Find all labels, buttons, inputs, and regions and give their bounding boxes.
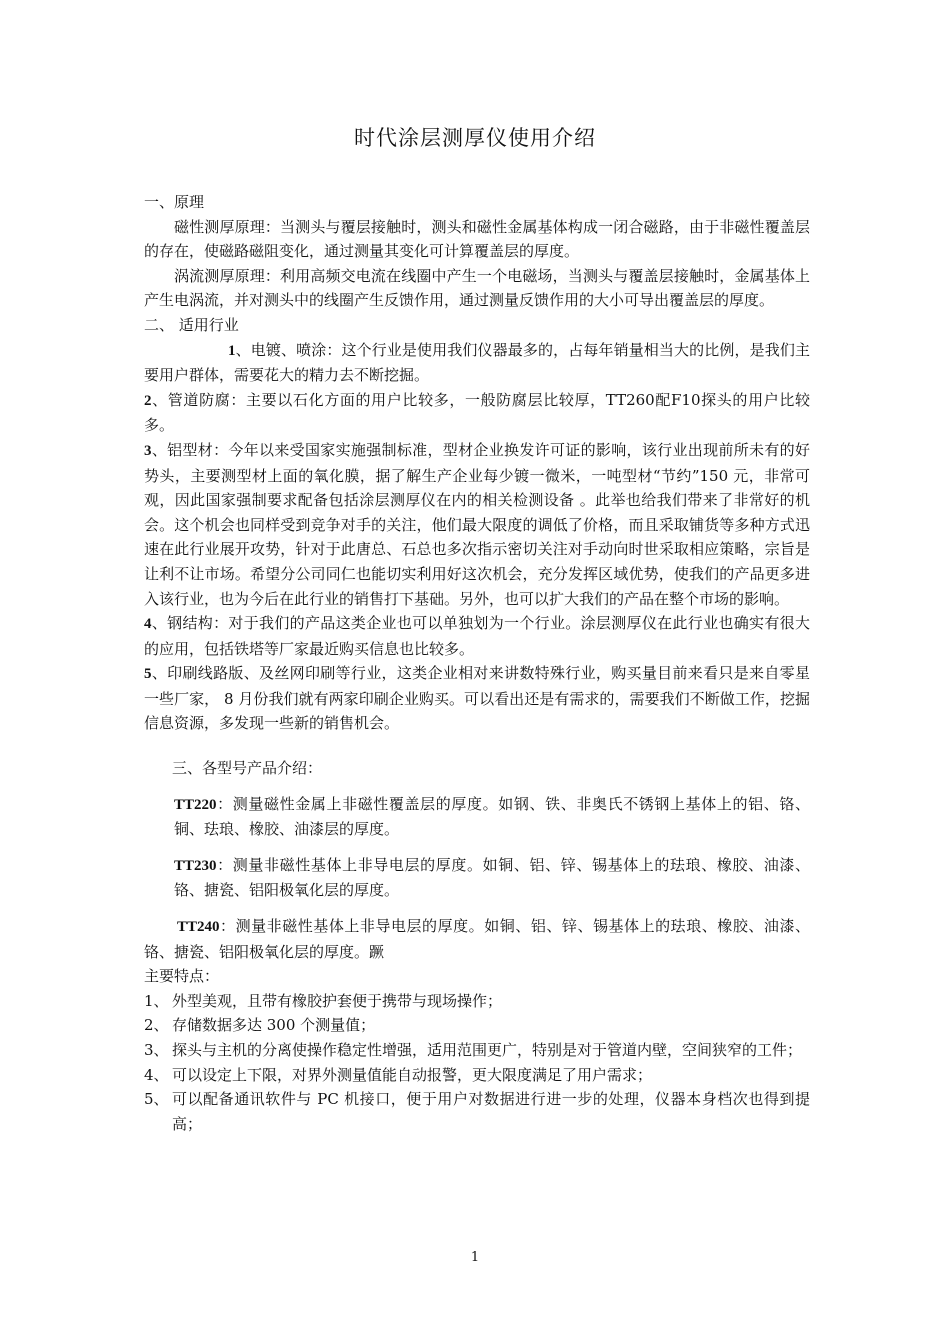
page-number: 1 xyxy=(470,1250,480,1265)
industry-number: 3 xyxy=(144,442,152,459)
model-text: ：测量磁性金属上非磁性覆盖层的厚度。如钢、铁、非奥氏不锈钢上基体上的铝、铬、铜、珐琅、橡胶、油漆层的厚度。 xyxy=(174,794,810,839)
industry-number: 5 xyxy=(144,666,152,683)
feature-text: 可以配备通讯软件与 PC 机接口，便于用户对数据进行进一步的处理，仪器本身档次也得到提高； xyxy=(172,1090,810,1133)
model-tt220-description xyxy=(144,792,810,842)
spacer xyxy=(144,736,810,756)
industry-item-2 xyxy=(144,388,810,438)
feature-text: 探头与主机的分离使操作稳定性增强，适用范围更广，特别是对于管道内壁，空间狭窄的工件； xyxy=(172,1041,803,1059)
model-text: ：测量非磁性基体上非导电层的厚度。如铜、铝、锌、锡基体上的珐琅、橡胶、油漆、铬、搪瓷、铝阳极氧化层的厚度。蹶 xyxy=(144,917,810,961)
feature-text: 外型美观，且带有橡胶护套便于携带与现场操作； xyxy=(172,991,503,1010)
model-tt240-description xyxy=(144,914,810,964)
feature-item xyxy=(144,1087,810,1136)
document-title: 时代涂层测厚仪使用介绍 xyxy=(354,126,596,150)
industry-text: 、电镀、喷涂：这个行业是使用我们仪器最多的，占每年销量相当大的比例，是我们主要用户群体，需要花大的精力去不断挖掘。 xyxy=(144,340,810,385)
feature-number: 2、 xyxy=(144,1016,169,1035)
feature-item xyxy=(144,989,810,1014)
feature-number: 4、 xyxy=(144,1065,169,1084)
industry-text: 、铝型材：今年以来受国家实施强制标准，型材企业换发许可证的影响，该行业出现前所未有的好势头，主要测型材上面的氧化膜，据了解生产企业每少镀一微米，一吨型材“节约”150 元，非常可观，因此国家强制要求配备包括涂层测厚仪在内的相关检测设备 。此举也给我们带来了非常好的机会。这个机会也同样受到竞争对手的关注，他们最大限度的调低了价格，而且采取铺货等多种方式迅速在此行业展开攻势，针对于此唐总、石总也多次指示密切关注对手动向时世采取相应策略，宗旨是让利不让市场。希望分公司同仁也能切实利用好这次机会，充分发挥区域优势，使我们的产品更多进入该行业，也为今后在此行业的销售打下基础。另外，也可以扩大我们的产品在整个市场的影响。 xyxy=(144,440,810,608)
feature-text: 可以设定上下限，对界外测量值能自动报警，更大限度满足了用户需求； xyxy=(172,1065,653,1084)
features-heading: 主要特点： xyxy=(144,967,220,986)
feature-item xyxy=(144,1013,810,1038)
feature-text: 存储数据多达 300 个测量值； xyxy=(172,1016,376,1035)
industry-number: 4 xyxy=(144,616,152,633)
industry-item-3 xyxy=(144,438,810,611)
spacer xyxy=(144,781,810,792)
document-body xyxy=(144,190,810,1136)
feature-number: 3、 xyxy=(144,1041,169,1059)
feature-number: 1、 xyxy=(144,991,169,1010)
feature-item xyxy=(144,1038,810,1063)
spacer xyxy=(144,842,810,853)
industry-text: 、管道防腐：主要以石化方面的用户比较多，一般防腐层比较厚，TT260配F10探头的用户比较多。 xyxy=(144,390,810,435)
industry-number: 2 xyxy=(144,392,152,409)
model-tt230-description xyxy=(144,853,810,903)
industry-item-4 xyxy=(144,611,810,661)
section-heading-principle: 一、原理 xyxy=(144,193,205,211)
eddy-current-principle-paragraph: 涡流测厚原理：利用高频交电流在线圈中产生一个电磁场，当测头与覆盖层接触时，金属基体上产生电涡流，并对测头中的线圈产生反馈作用，通过测量反馈作用的大小可导出覆盖层的厚度。 xyxy=(144,266,810,310)
section-heading-industries: 二、 适用行业 xyxy=(144,315,239,334)
feature-number: 5、 xyxy=(144,1090,169,1109)
industry-item-5 xyxy=(144,661,810,736)
section-heading-models: 三、各型号产品介绍： xyxy=(172,759,323,778)
industry-text: 、印刷线路版、及丝网印刷等行业，这类企业相对来讲数特殊行业，购买量目前来看只是来自零星一些厂家， 8 月份我们就有两家印刷企业购买。可以看出还是有需求的，需要我们不断做工作，挖掘信息资源，多发现一些新的销售机会。 xyxy=(144,664,810,733)
spacer xyxy=(144,903,810,914)
industry-text: 、钢结构：对于我们的产品这类企业也可以单独划为一个行业。涂层测厚仪在此行业也确实有很大的应用，包括铁塔等厂家最近购买信息也比较多。 xyxy=(144,614,810,658)
feature-item xyxy=(144,1063,810,1088)
model-text: ：测量非磁性基体上非导电层的厚度。如铜、铝、锌、锡基体上的珐琅、橡胶、油漆、铬、搪瓷、铝阳极氧化层的厚度。 xyxy=(174,855,810,900)
model-name: TT220 xyxy=(174,796,217,813)
magnetic-principle-paragraph: 磁性测厚原理：当测头与覆层接触时，测头和磁性金属基体构成一闭合磁路，由于非磁性覆盖层的存在，使磁路磁阻变化，通过测量其变化可计算覆盖层的厚度。 xyxy=(144,217,810,261)
model-name: TT240 xyxy=(177,919,220,936)
model-name: TT230 xyxy=(174,857,217,874)
industry-item-1 xyxy=(144,338,810,388)
industry-number: 1 xyxy=(228,342,236,359)
